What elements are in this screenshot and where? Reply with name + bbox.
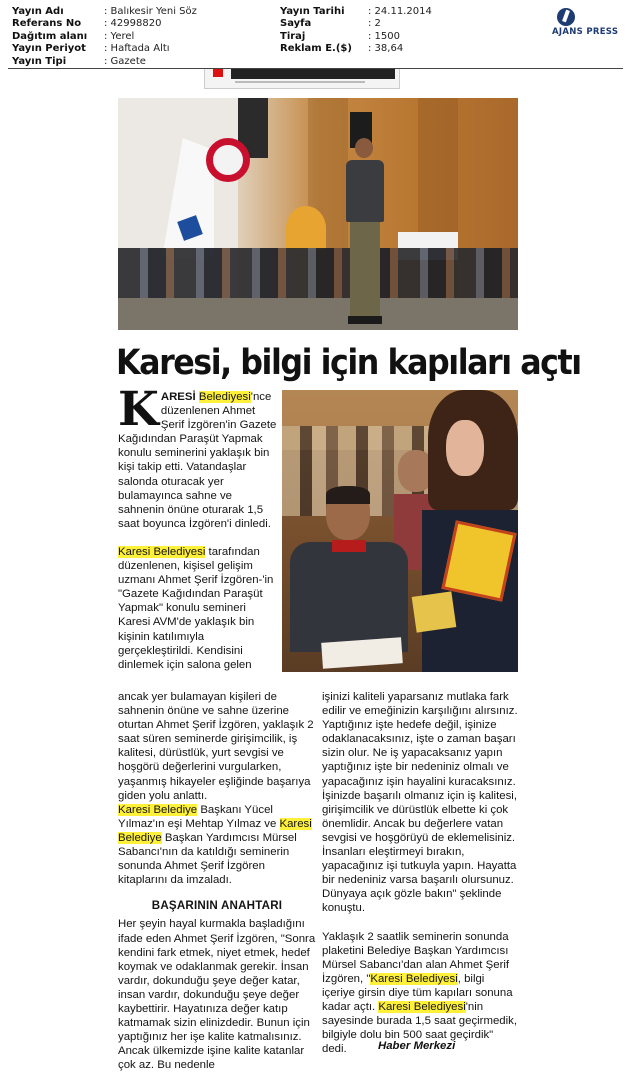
- meta-key: Sayfa: [280, 18, 312, 30]
- meta-key: Dağıtım alanı: [12, 30, 88, 42]
- meta-row: [280, 31, 432, 43]
- highlight-karesi: Karesi Belediyesi: [370, 972, 458, 985]
- photo-poster: [286, 206, 326, 250]
- paragraph-text: Başkan Yardımcısı Mürsel Sabancı'nın da katıldığı seminerin sonunda Ahmet Şerif İzgören kitaplarını da imzaladı.: [118, 831, 297, 887]
- highlight-karesi: Karesi Belediyesi: [378, 1000, 466, 1013]
- article-column-left: [118, 690, 316, 1072]
- logo-text: AJANS PRESS: [552, 27, 619, 37]
- woman-face: [446, 420, 484, 476]
- drop-cap: K: [118, 382, 159, 437]
- paragraph-text: tarafından düzenlenen, kişisel gelişim uzmanı Ahmet Şerif İzgören-'in "Gazete Kağıdından Paraşüt Yapmak" konulu semineri Karesi AVM'de yaklaşık bin kişinin katılımıyla gerçekleştirildi. Kendisini dinlemek için salona gelen: [118, 545, 274, 671]
- photo-signing-paper: [321, 637, 403, 669]
- paragraph: [322, 930, 518, 1057]
- author-collar: [332, 540, 366, 552]
- meta-row: [12, 56, 197, 68]
- photo-author-signing: [290, 486, 408, 656]
- article-headline: Karesi, bilgi için kapıları açtı: [116, 343, 581, 383]
- meta-value: : 38,64: [368, 43, 404, 55]
- meta-left: [12, 6, 197, 68]
- meta-row: [12, 18, 197, 30]
- meta-value: : Gazete: [104, 55, 146, 67]
- paragraph-text: 'nin sayesinde burada 1,5 saat geçirmedik, bilgiyle dolu bin 500 saat geçirdik" dedi.: [322, 1000, 518, 1056]
- meta-row: [280, 18, 432, 30]
- ajans-press-logo-icon: [557, 8, 575, 26]
- masthead-title-strip: [231, 69, 395, 79]
- ajans-press-logo: [552, 7, 624, 43]
- meta-value: : 24.11.2014: [368, 6, 432, 17]
- meta-value: : Balıkesir Yeni Söz: [104, 6, 197, 17]
- photo-speaker: [344, 138, 386, 324]
- photo-flower-wreath: [206, 138, 250, 182]
- lead-first-word: ARESİ: [160, 391, 196, 403]
- meta-value: : Haftada Altı: [104, 43, 170, 55]
- highlight-karesi: Karesi Belediyesi: [118, 545, 206, 558]
- meta-value: : Yerel: [104, 30, 135, 42]
- highlight-karesi: Karesi Belediye: [118, 803, 198, 816]
- highlight-karesi: Karesi Belediye: [118, 817, 312, 844]
- speaker-shoes: [348, 316, 382, 324]
- masthead-red-mark: [213, 69, 223, 77]
- masthead-subline: [235, 81, 365, 83]
- book-signing-photo: [282, 390, 518, 672]
- meta-right: [280, 6, 432, 56]
- paragraph: ancak yer bulamayan kişileri de sahnenin önüne ve sahne üzerine oturtan Ahmet Şerif İzgören, yaklaşık 2 saat süren seminerde girişimcilik, iş kalitesi, dürüstlük, yurt sevgisi ve hoşgörü değerlerini vurgularken, yaşanmış hikayeler eşliğinde başarıya giden yolu anlattı.: [118, 691, 314, 802]
- meta-value: : 42998820: [104, 18, 162, 30]
- meta-row: [280, 43, 432, 55]
- meta-key: Yayın Adı: [12, 6, 64, 17]
- speaker-body: [346, 160, 384, 222]
- paragraph: [118, 545, 278, 672]
- meta-row: [12, 31, 197, 43]
- meta-row: [12, 43, 197, 55]
- lead-text: 'nce düzenlenen Ahmet Şerif İzgören'in Gazete Kağıdından Paraşüt Yapmak konulu seminerini yaklaşık bin kişi takip etti. Vatandaşlar salonda oturacak yer bulamayınca sahne ve sahnenin önüne oturarak 1,5 saat boyunca İzgören'i dinledi.: [118, 391, 277, 530]
- meta-key: Referans No: [12, 18, 82, 30]
- meta-value: : 1500: [368, 30, 400, 42]
- paragraph-text: Yaklaşık 2 saatlik seminerin sonunda plaketini Belediye Başkan Yardımcısı Mürsel Sabancı'dan alan Ahmet Şerif İzgören, ": [322, 930, 510, 985]
- paragraph: işinizi kaliteli yaparsanız mutlaka fark edilir ve emeğinizin karşılığını alırsınız. Yaptığınız işte hedefe değil, işinize odaklanacaksınız, işte o zaman başarı sizin olur. Ne iş yapacaksanız yapın yaptığınız işte bir nedeniniz olmalı ve yapacağınız işin hayalini kuracaksınız. İşinizde başarılı olmanız için iş kalitesi, girişimcilik ve dürüstlük elbette ki çok önemlidir. Ancak bu değerlere vatan sevgisi ve hoşgörüyü de eklemelisiniz. İnsanları eleştirmeyi bırakın, yapacağınız işi tutkuyla yapın. Hayatta bir nedeniniz varsa başarılı olursunuz. Dünyaya açık gözle bakın" şeklinde konuştu.: [322, 691, 518, 915]
- article-byline: Haber Merkezi: [378, 1040, 456, 1052]
- meta-row: [12, 6, 197, 18]
- lead-paragraph: [118, 382, 278, 531]
- article-column-right: [322, 690, 518, 1056]
- speaker-head: [355, 138, 373, 158]
- speaker-legs: [350, 222, 380, 318]
- meta-value: : 2: [368, 18, 381, 30]
- meta-key: Yayın Periyot: [12, 43, 86, 55]
- photo-book: [412, 591, 457, 632]
- paragraph-text: , bilgi içeriye girsin diye tüm kapıları sonuna kadar açtı.: [322, 972, 513, 1013]
- paragraph: [118, 803, 316, 888]
- article-column-lead: [118, 382, 278, 672]
- article-subheading: BAŞARININ ANAHTARI: [151, 899, 283, 913]
- author-hair: [326, 486, 370, 504]
- paragraph-text: Başkanı Yücel Yılmaz'ın eşi Mehtap Yılmaz ve: [118, 803, 280, 830]
- paragraph: Her şeyin hayal kurmakla başladığını ifade eden Ahmet Şerif İzgören, "Sonra kendini fark etmek, niyet etmek, hedef koymak ve odaklanmak gerekir. İnsan vardır, dokunduğu şeye değer katar, insan vardır, dokunduğu şeye değer kaybettirir. Hayatınıza değer katıp katmamak sizin elinizdedir. Bunun için yaptığınız her işe kalite katmalısınız. Ancak ülkemizde işine kalite katanlar çok az. Bu nedenle: [118, 918, 316, 1072]
- meta-key: Tiraj: [280, 30, 306, 42]
- newspaper-masthead: [204, 69, 400, 89]
- meta-row: [280, 6, 432, 18]
- photo-floor: [118, 298, 518, 330]
- highlight-karesi: Belediyesi: [198, 391, 251, 403]
- meta-key: Reklam E.($): [280, 43, 352, 55]
- meta-key: Yayın Tarihi: [280, 6, 345, 17]
- author-body: [290, 542, 408, 652]
- meta-key: Yayın Tipi: [12, 55, 67, 67]
- seminar-photo: [118, 98, 518, 330]
